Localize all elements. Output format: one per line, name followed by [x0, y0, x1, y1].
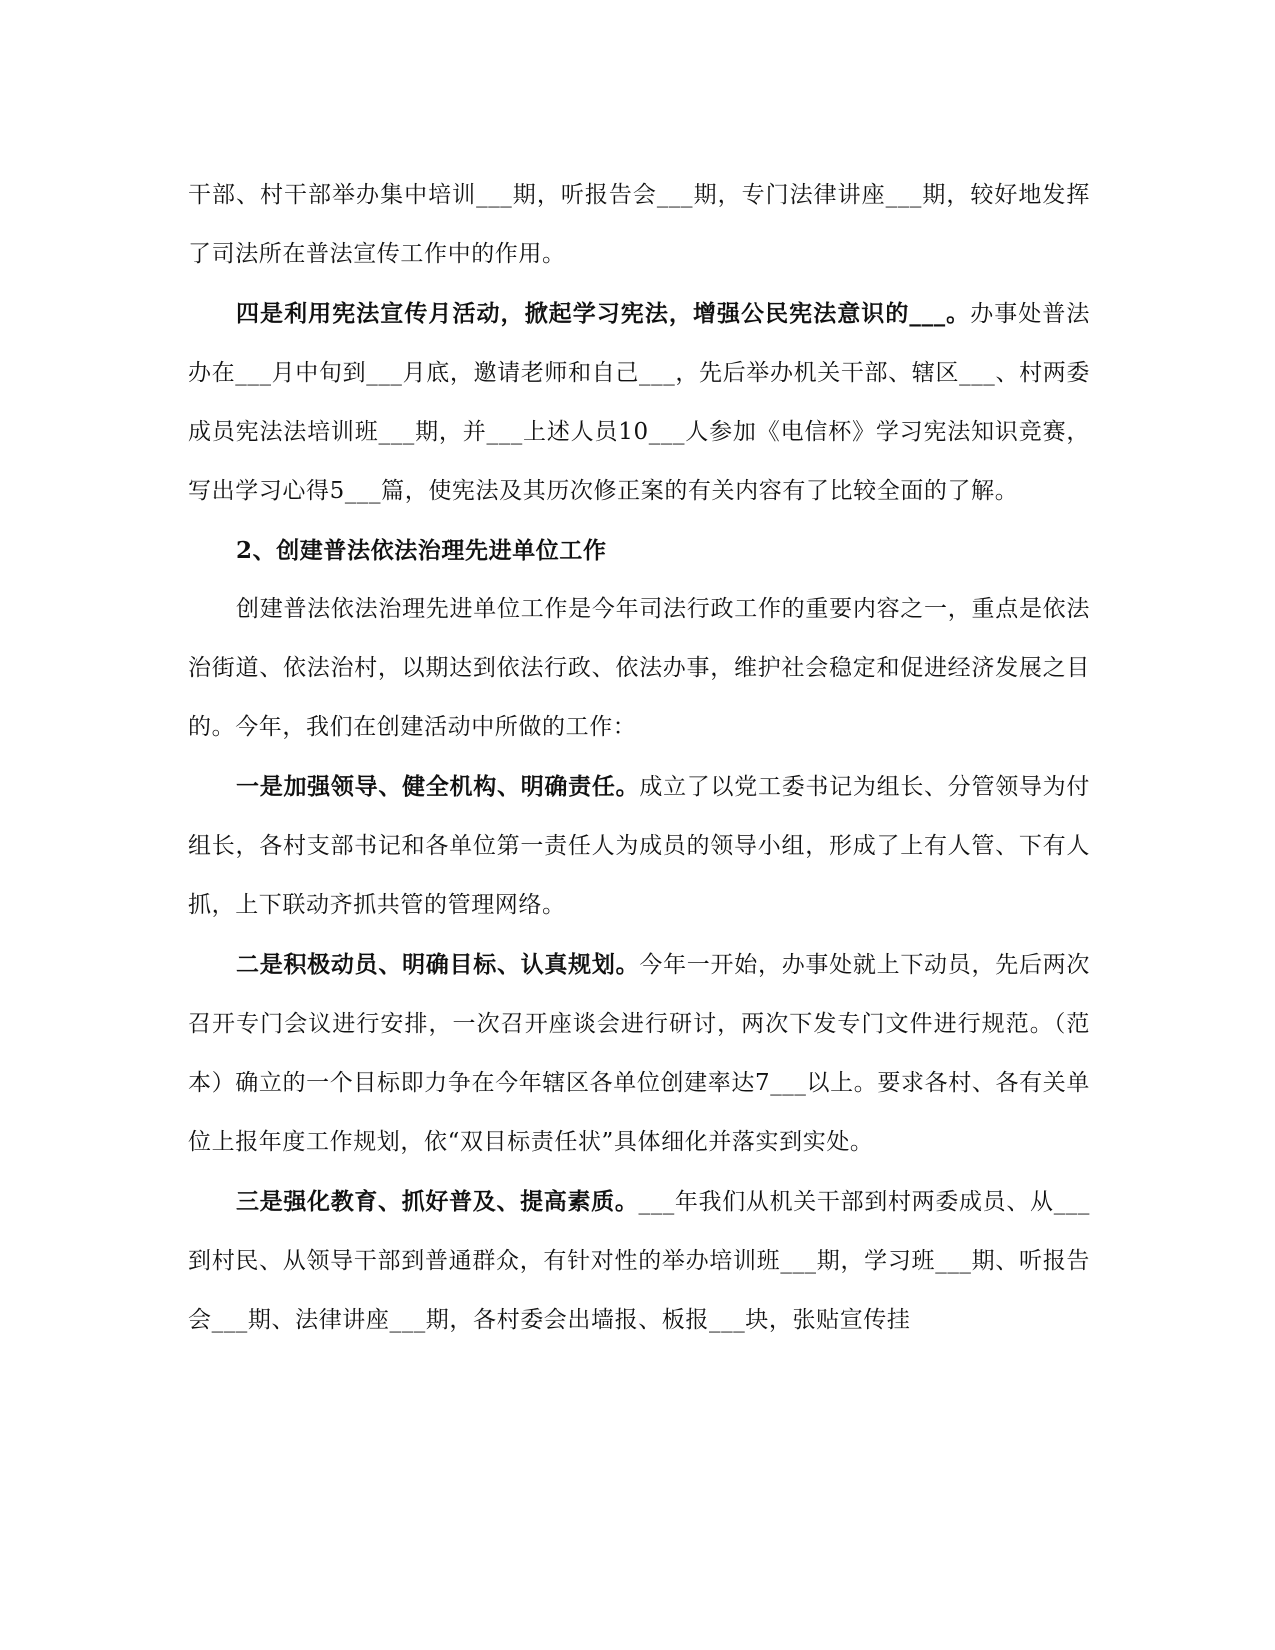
paragraph-education [188, 1172, 1090, 1350]
paragraph-lead: 二是积极动员、明确目标、认真规划。 [236, 951, 640, 978]
paragraph-text: ___年我们从机关干部到村两委成员、从___到村民、从领导干部到普通群众，有针对性的举办培训班___期，学习班___期、听报告会___期、法律讲座___期，各村委会出墙报、板报___块，张贴宣传挂 [188, 1189, 1090, 1333]
paragraph-mobilization [188, 935, 1090, 1172]
paragraph-advanced-unit-intro [188, 580, 1090, 757]
paragraph-text: 办事处普法办在___月中旬到___月底，邀请老师和自己___，先后举办机关干部、辖区___、村两委成员宪法法培训班___期，并___上述人员10___人参加《电信杯》学习宪法知识竞赛，写出学习心得5___篇，使宪法及其历次修正案的有关内容有了比较全面的了解。 [188, 301, 1091, 504]
paragraph-constitution-month [188, 284, 1090, 521]
section-heading [188, 521, 1090, 580]
paragraph-lead: 一是加强领导、健全机构、明确责任。 [236, 773, 640, 800]
paragraph-text: 干部、村干部举办集中培训___期，听报告会___期，专门法律讲座___期，较好地发挥了司法所在普法宣传工作中的作用。 [188, 182, 1090, 267]
document-body [188, 166, 1090, 1350]
paragraph-lead: 四是利用宪法宣传月活动，掀起学习宪法，增强公民宪法意识的___。 [236, 300, 971, 327]
paragraph-training-summary [188, 166, 1090, 284]
paragraph-text: 成立了以党工委书记为组长、分管领导为付组长，各村支部书记和各单位第一责任人为成员的领导小组，形成了上有人管、下有人抓，上下联动齐抓共管的管理网络。 [188, 774, 1091, 918]
paragraph-text: 今年一开始，办事处就上下动员，先后两次召开专门会议进行安排，一次召开座谈会进行研讨，两次下发专门文件进行规范。（范本）确立的一个目标即力争在今年辖区各单位创建率达7___以上。要求各村、各有关单位上报年度工作规划，依“双目标责任状”具体细化并落实到实处。 [188, 952, 1091, 1155]
paragraph-text: 创建普法依法治理先进单位工作是今年司法行政工作的重要内容之一，重点是依法治街道、依法治村，以期达到依法行政、依法办事，维护社会稳定和促进经济发展之目的。今年，我们在创建活动中所做的工作： [188, 596, 1090, 740]
paragraph-lead: 三是强化教育、抓好普及、提高素质。 [236, 1188, 639, 1215]
section-heading-text: 2、创建普法依法治理先进单位工作 [236, 537, 607, 564]
paragraph-leadership [188, 757, 1090, 935]
